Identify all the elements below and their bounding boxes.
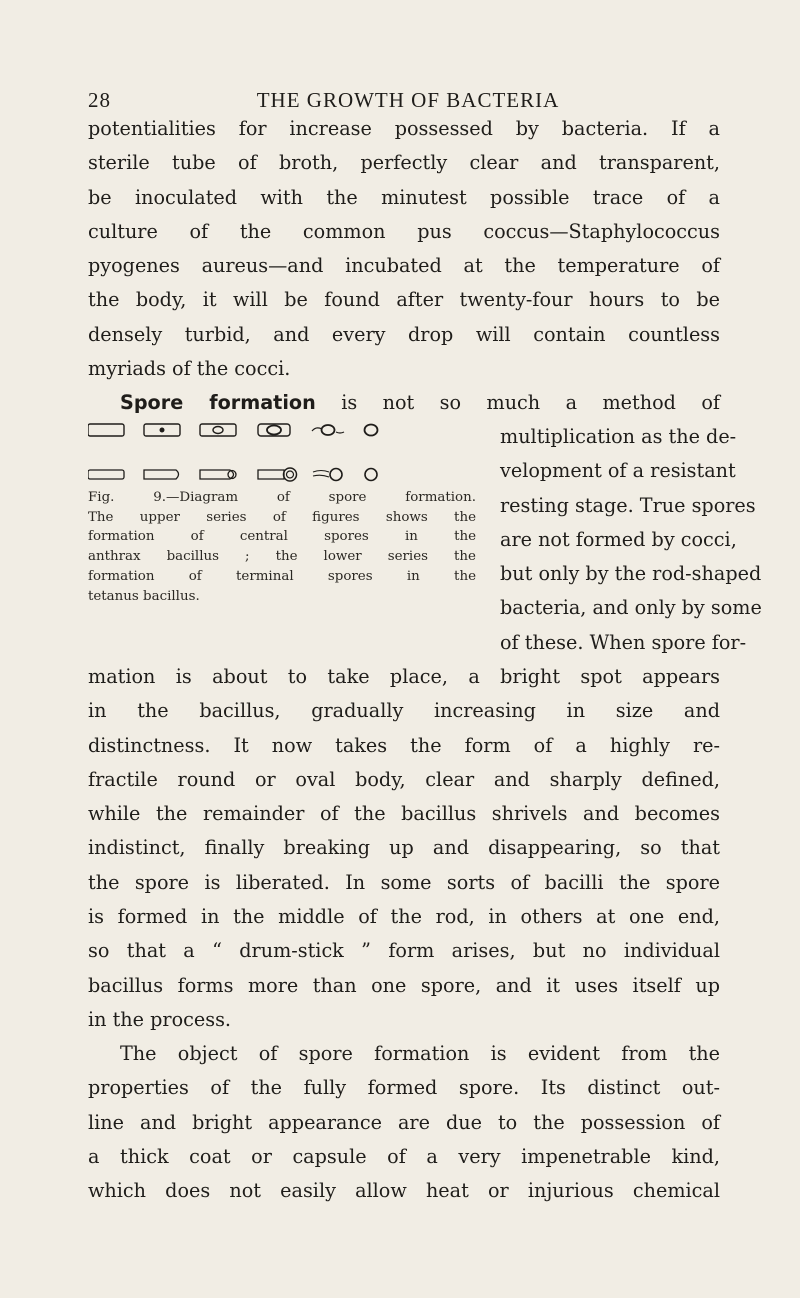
text-line: a thick coat or capsule of a very impenetrable kind, [88, 1144, 720, 1168]
text-line: are not formed by cocci, [500, 527, 737, 551]
text-line: in the process. [88, 1007, 232, 1031]
figure-caption [88, 488, 476, 606]
paragraph-1 [88, 112, 720, 421]
page-number: 28 [88, 88, 111, 112]
section-first-line-rest: is not so much a method of [315, 391, 721, 415]
text-line: in the bacillus, gradually increasing in size and [88, 699, 720, 723]
text-line: resting stage. True spores [500, 493, 756, 517]
text-line: be inoculated with the minutest possible trace of a [88, 185, 720, 209]
caption-line: formation of terminal spores in the [88, 568, 476, 584]
text-line: multiplication as the de- [500, 425, 737, 448]
text-line: so that a “ drum-stick ” form arises, but no individual [88, 939, 720, 963]
text-line: bacillus forms more than one spore, and it uses itself up [88, 973, 720, 997]
caption-line: anthrax bacillus ; the lower series the [88, 549, 476, 565]
text-line: potentialities for increase possessed by bacteria. If a [88, 117, 720, 140]
caption-line: tetanus bacillus. [88, 588, 200, 604]
text-line: properties of the fully formed spore. Its distinct out- [88, 1076, 720, 1100]
caption-line: formation of central spores in the [88, 529, 476, 545]
text-line: sterile tube of broth, perfectly clear and transparent, [88, 151, 720, 175]
caption-line: Fig. 9.—Diagram of spore formation. [88, 490, 476, 505]
text-line: of these. When spore for- [500, 630, 747, 654]
running-title: THE GROWTH OF BACTERIA [256, 88, 560, 112]
text-line: while the remainder of the bacillus shrivels and becomes [88, 802, 720, 826]
text-line: the spore is liberated. In some sorts of bacilli the spore [88, 870, 720, 894]
text-line: is formed in the middle of the rod, in others at one end, [88, 905, 720, 929]
text-line: velopment of a resistant [500, 459, 736, 483]
paragraph-3 [88, 1037, 720, 1208]
text-line: densely turbid, and every drop will contain countless [88, 322, 720, 346]
text-line: which does not easily allow heat or injurious chemical [88, 1179, 720, 1203]
text-line: pyogenes aureus—and incubated at the temperature of [88, 254, 720, 278]
section-first-line [88, 386, 720, 420]
text-line: fractile round or oval body, clear and sharply defined, [88, 767, 720, 791]
diagram-upper-series [88, 420, 478, 442]
caption-line: The upper series of figures shows the [88, 509, 476, 525]
text-line: the body, it will be found after twenty-four hours to be [88, 288, 720, 312]
section-heading: Spore formation [120, 391, 316, 415]
text-line: myriads of the cocci. [88, 357, 291, 381]
text-line: indistinct, finally breaking up and disappearing, so that [88, 836, 720, 860]
text-line: The object of spore formation is evident from the [120, 1042, 720, 1065]
central-spore-diagram [88, 420, 478, 442]
text-line: but only by the rod-shaped [500, 562, 762, 586]
terminal-spore-diagram [88, 464, 478, 486]
text-line: bacteria, and only by some [500, 596, 762, 620]
text-beside-figure [500, 420, 762, 660]
text-line: mation is about to take place, a bright spot appears [88, 665, 720, 688]
diagram-lower-series [88, 464, 478, 486]
text-line: culture of the common pus coccus—Staphylococcus [88, 219, 720, 243]
text-line: distinctness. It now takes the form of a highly re- [88, 733, 720, 757]
paragraph-2 [88, 660, 720, 1037]
text-line: line and bright appearance are due to the possession of [88, 1110, 720, 1134]
figure-9 [88, 420, 478, 616]
